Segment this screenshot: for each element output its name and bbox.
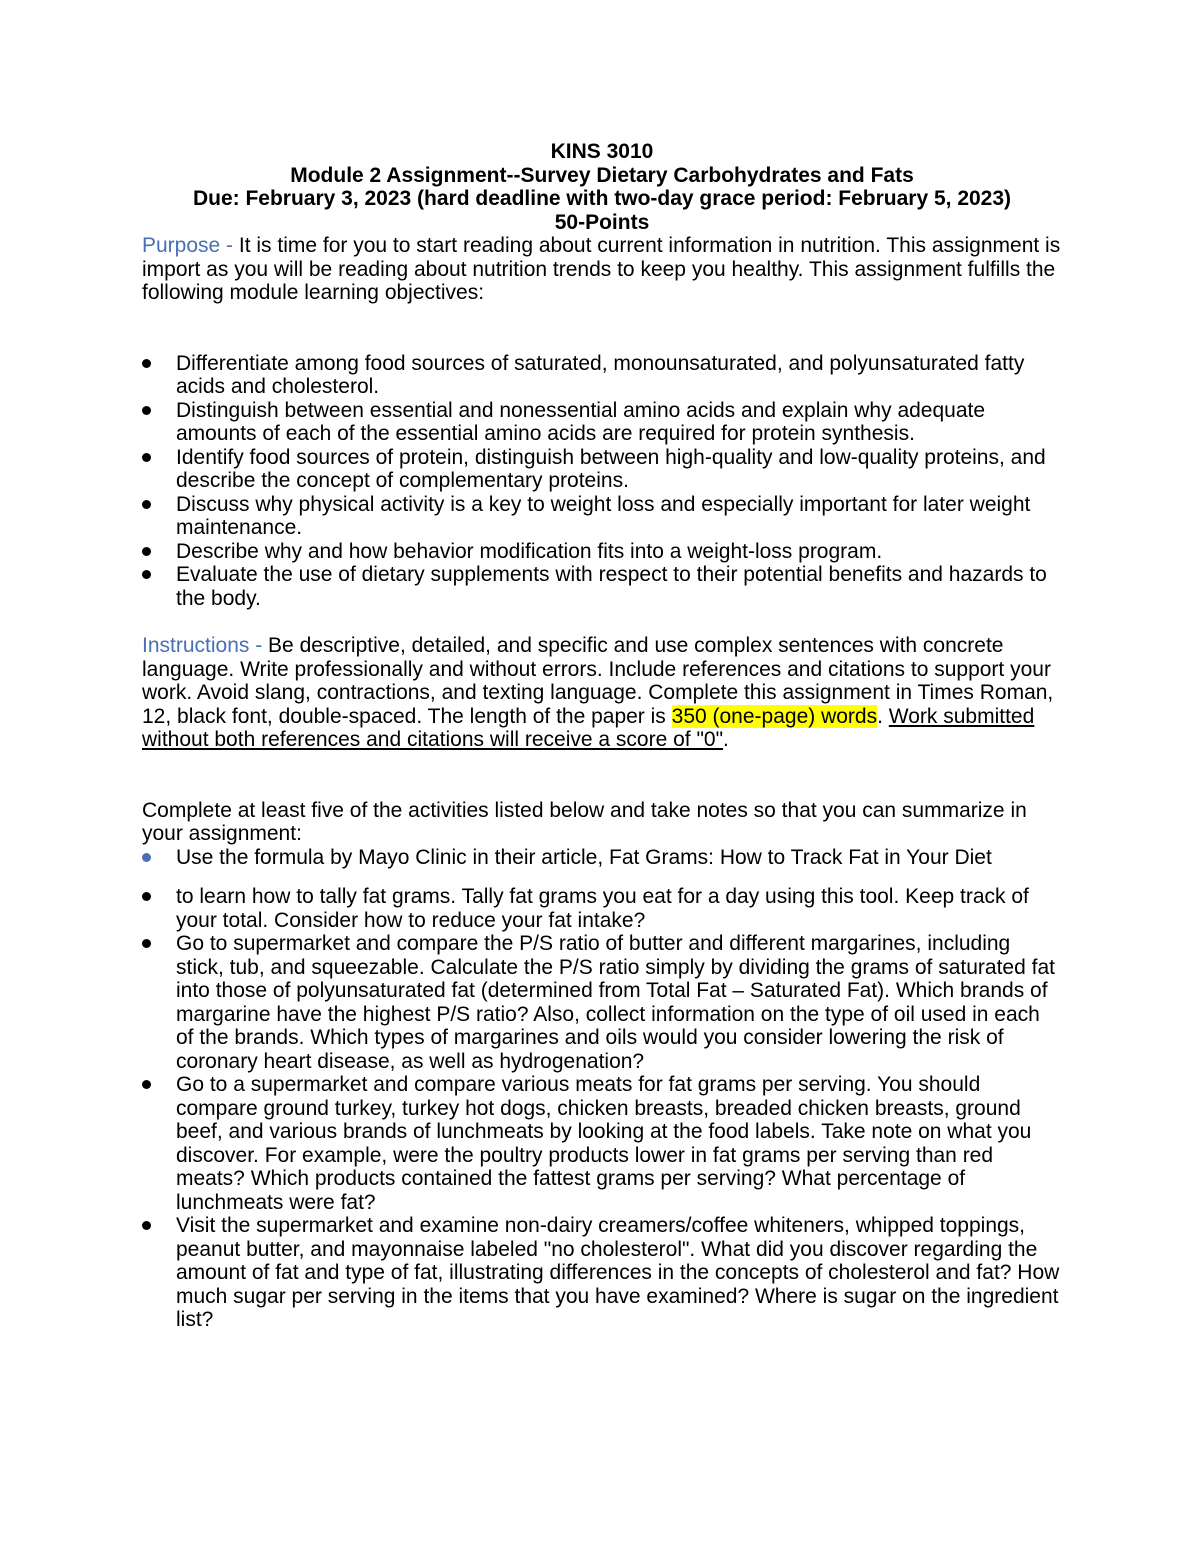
bullet-icon	[142, 547, 151, 556]
document-page	[142, 140, 1062, 1332]
list-item: Differentiate among food sources of saturated, monounsaturated, and polyunsaturated fatty acids and cholesterol.	[142, 352, 1062, 399]
purpose-text: It is time for you to start reading about current information in nutrition. This assignment is import as you will be reading about nutrition trends to keep you healthy. This assignment fulfills the following module learning objectives:	[142, 234, 1061, 304]
instructions-paragraph: Instructions - Be descriptive, detailed, and specific and use complex sentences with concrete language. Write professionally and without errors. Include references and citations to support your work. Avoid slang, contractions, and texting language. Complete this assignment in Times Roman, 12, black font, double-spaced. The length of the paper is 350 (one-page) words. Work submitted without both references and citations will receive a score of "0".	[142, 634, 1054, 751]
list-item: Go to a supermarket and compare various meats for fat grams per serving. You should compare ground turkey, turkey hot dogs, chicken breasts, breaded chicken breasts, ground beef, and various brands of lunchmeats by looking at the food labels. Take note on what you discover. For example, were the poultry products lower in fat grams per serving than red meats? Which products contained the fattest grams per serving? What percentage of lunchmeats were fat?	[142, 1073, 1062, 1214]
list-item: Distinguish between essential and nonessential amino acids and explain why adequate amounts of each of the essential amino acids are required for protein synthesis.	[142, 399, 1062, 446]
activities-intro: Complete at least five of the activities listed below and take notes so that you can summarize in your assignment:	[142, 798, 1027, 845]
bullet-icon	[142, 500, 151, 509]
list-item: Visit the supermarket and examine non-dairy creamers/coffee whiteners, whipped toppings, peanut butter, and mayonnaise labeled "no cholesterol". What did you discover regarding the amount of fat and type of fat, illustrating differences in the concepts of cholesterol and fat? How much sugar per serving in the items that you have examined? Where is sugar on the ingredient list?	[142, 1214, 1062, 1332]
document-header	[142, 140, 1062, 234]
references-warning: Work submitted without both references and citations will receive a score of "0"	[142, 704, 1035, 751]
word-count-highlight: 350 (one-page) words	[671, 704, 878, 728]
due-date: Due: February 3, 2023 (hard deadline with two-day grace period: February 5, 2023)	[192, 187, 1012, 210]
bullet-icon	[142, 359, 151, 368]
list-item: Identify food sources of protein, distinguish between high-quality and low-quality proteins, and describe the concept of complementary proteins.	[142, 446, 1062, 493]
points-value: 50-Points	[554, 210, 650, 234]
bullet-icon	[142, 570, 151, 579]
mayo-clinic-activity: Use the formula by Mayo Clinic in their article, Fat Grams: How to Track Fat in Your Diet	[176, 845, 992, 869]
assignment-title: Module 2 Assignment--Survey Dietary Carbohydrates and Fats	[290, 163, 914, 187]
bullet-icon	[142, 892, 151, 901]
bullet-icon	[142, 406, 151, 415]
purpose-label: Purpose -	[142, 234, 239, 257]
list-item: Evaluate the use of dietary supplements with respect to their potential benefits and hazards to the body.	[142, 563, 1062, 610]
list-item: Discuss why physical activity is a key to weight loss and especially important for later weight maintenance.	[142, 493, 1062, 540]
bullet-icon	[142, 1080, 151, 1089]
instructions-label: Instructions -	[142, 634, 269, 657]
list-item	[142, 846, 1062, 870]
purpose-paragraph	[142, 234, 1062, 305]
bullet-icon	[142, 453, 151, 462]
activities-list	[142, 846, 1062, 870]
list-item: Go to supermarket and compare the P/S ratio of butter and different margarines, including stick, tub, and squeezable. Calculate the P/S ratio simply by dividing the grams of saturated fat into those of polyunsaturated fat (determined from Total Fat – Saturated Fat). Which brands of margarine have the highest P/S ratio? Also, collect information on the type of oil used in each of the brands. Which types of margarines and oils would you consider lowering the risk of coronary heart disease, as well as hydrogenation?	[142, 932, 1062, 1073]
list-item: to learn how to tally fat grams. Tally fat grams you eat for a day using this tool. Keep track of your total. Consider how to reduce your fat intake?	[142, 885, 1062, 932]
course-code: KINS 3010	[550, 140, 654, 163]
activities-list-continued	[142, 885, 1062, 1332]
bullet-icon	[142, 853, 151, 862]
list-item: Describe why and how behavior modification fits into a weight-loss program.	[142, 540, 1062, 564]
objectives-list	[142, 352, 1062, 611]
bullet-icon	[142, 1221, 151, 1230]
bullet-icon	[142, 939, 151, 948]
